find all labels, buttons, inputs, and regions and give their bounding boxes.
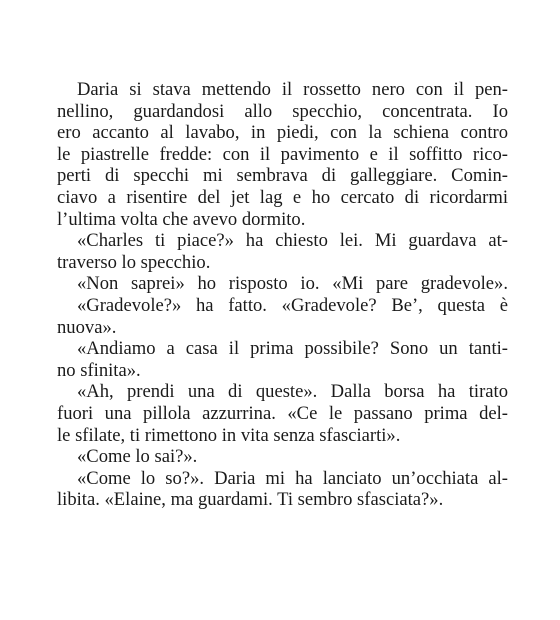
text-line: traverso lo specchio. — [57, 251, 211, 273]
text-line: «Come lo so?». Daria mi ha lanciato un’occhiata al- — [77, 467, 508, 489]
text-line: no sfinita». — [57, 359, 141, 381]
text-line: l’ultima volta che avevo dormito. — [57, 208, 306, 230]
body-text — [57, 79, 508, 511]
text-line: nellino, guardandosi allo specchio, concentrata. Io — [57, 100, 508, 122]
text-line: fuori una pillola azzurrina. «Ce le passano prima del- — [57, 402, 508, 424]
text-line: perti di specchi mi sembrava di galleggiare. Comin- — [57, 165, 508, 187]
text-line: «Come lo sai?». — [77, 446, 198, 468]
text-line: nuova». — [57, 316, 117, 338]
text-line: le piastrelle fredde: con il pavimento e il soffitto rico- — [57, 143, 508, 165]
text-line: «Gradevole?» ha fatto. «Gradevole? Be’, questa è — [77, 294, 508, 316]
text-line: libita. «Elaine, ma guardami. Ti sembro sfasciata?». — [57, 489, 444, 511]
text-line: Daria si stava mettendo il rossetto nero con il pen- — [77, 79, 508, 100]
text-line: ero accanto al lavabo, in piedi, con la schiena contro — [57, 122, 508, 144]
text-line: «Andiamo a casa il prima possibile? Sono un tanti- — [77, 338, 508, 360]
text-line: «Ah, prendi una di queste». Dalla borsa ha tirato — [77, 381, 508, 403]
text-line: ciavo a risentire del jet lag e ho cercato di ricordarmi — [57, 186, 508, 208]
text-line: le sfilate, ti rimettono in vita senza sfasciarti». — [57, 424, 401, 446]
text-line: «Charles ti piace?» ha chiesto lei. Mi guardava at- — [77, 230, 508, 252]
text-line: «Non saprei» ho risposto io. «Mi pare gradevole». — [77, 273, 508, 295]
